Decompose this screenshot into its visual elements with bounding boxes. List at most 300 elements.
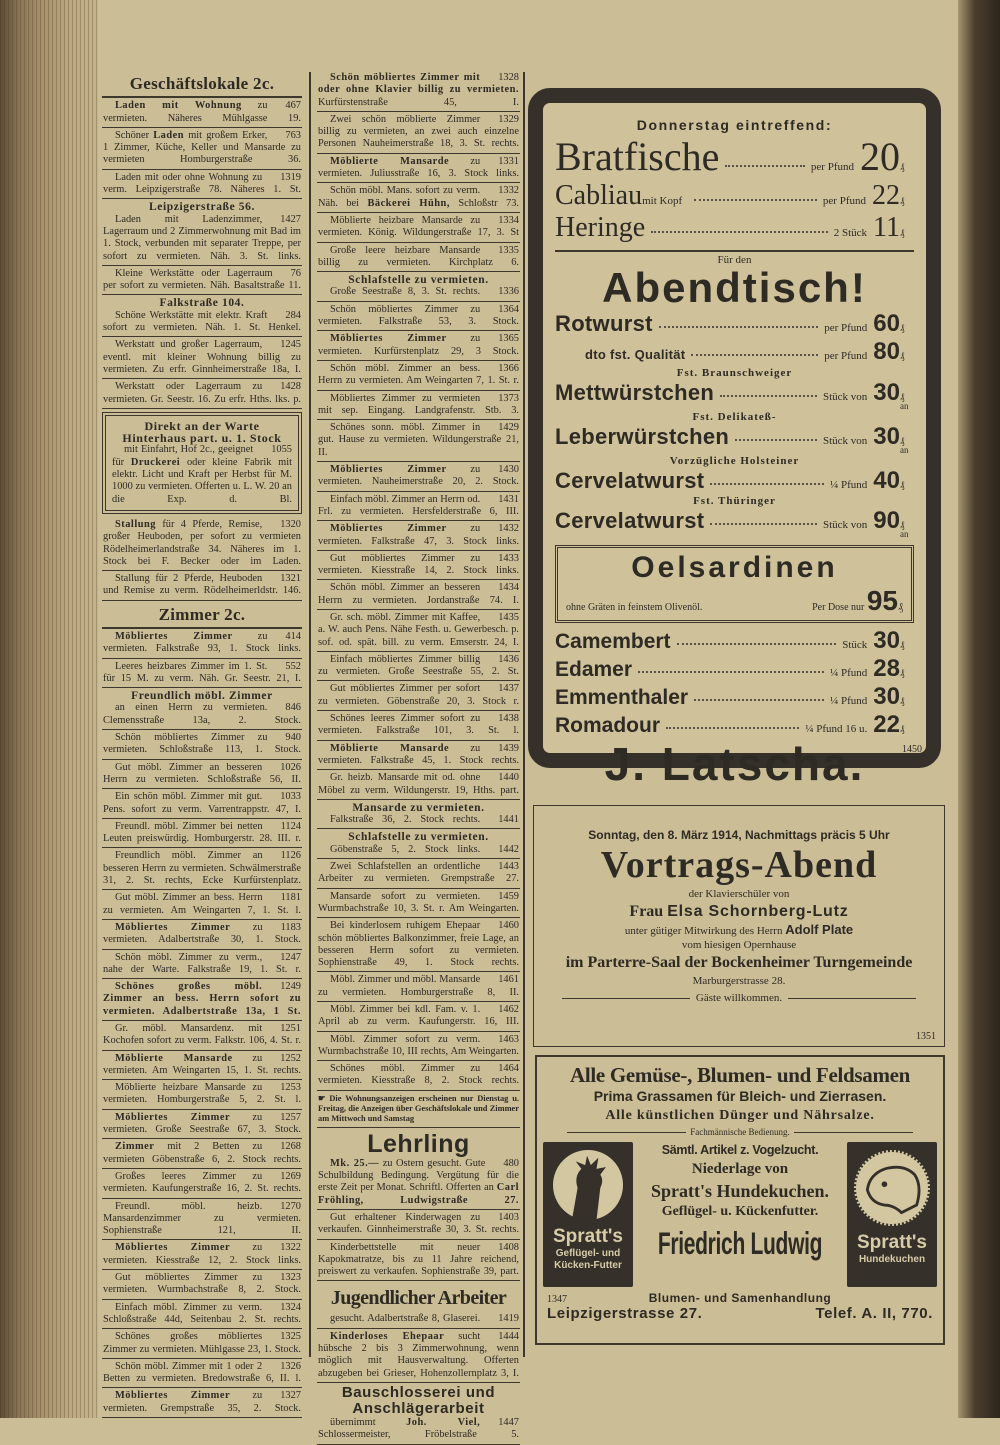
ad-text [318,743,519,768]
ad-body-text: zu vermieten. Grempstraße 35, 2. Stock. [103,1390,301,1414]
ad-body-text: Freundl. möbl. heizb. Mansardenzimmer zu vermieten. Sophienstraße 121, II. [103,1200,301,1237]
classified-ad [102,659,302,689]
ad-bold-text: Kinderloses Ehepaar [330,1330,445,1342]
classified-ad [102,1359,302,1389]
sardines-price: 95 [866,585,898,616]
ad-text [318,654,519,679]
product-price: 30 [873,683,900,710]
ad-text [318,1212,519,1237]
product-price: 60 [873,310,900,337]
ad-bold-text: Möbliertes Zimmer [330,333,447,345]
ad-body-text: Große leere heizbare Mansarde billig zu vermieten. Kirchplatz 6. [318,244,519,268]
ad-text [103,892,301,917]
ad-number: 1442 [498,843,519,855]
dot-leader [666,727,799,729]
ad-text [318,1034,519,1059]
classified-ad [102,517,302,571]
ad-body-text: zu vermieten. Kiesstraße 12, 2. Stock links. [103,1242,301,1266]
ad-text [318,772,519,797]
ad-text [103,573,301,598]
ad-number: 1328 [498,72,519,83]
product-unit: per Pfund [824,350,868,362]
ad-heading: Mansarde zu vermieten. [352,801,485,814]
ad-number: 1334 [498,214,519,226]
product-unit: per Pfund [810,161,854,173]
ad-body-text: zu vermieten. Falkstraße 93, 1. Stock links. [103,630,301,655]
ad-number: 1181 [280,892,301,904]
ad-number: 76 [290,267,301,279]
ad-text [318,1158,519,1207]
ad-text [103,981,301,1018]
event-address: Marburgerstrasse 28. [692,975,786,987]
classified-ad [317,521,520,551]
classified-ad [317,361,520,391]
product-unit: ¼ Pfund [830,695,868,707]
product-name: Mettwürstchen [555,380,715,405]
ad-body-text: mit großem Erker, 1 Zimmer, Küche, Keller und Mansarde zu vermieten Homburgerstraße 36. [103,129,301,166]
ad-body-text: zu vermieten. Näheres Mühlgasse 19. [103,100,301,124]
ad-body-text: Schön möbl. Zimmer zu verm., nahe der Warte. Falkstraße 19, 1. St. r. [103,951,301,975]
ad-text [103,310,301,335]
ad-body-text: Möbliertes Zimmer zu vermieten mit sep. Eingang. Landgrafenstr. Stb. 3. [318,392,519,416]
ad-body-text: Gut möbl. Zimmer an bess. Herrn zu vermieten. Am Weingarten 7, 1. St. l. [103,892,301,916]
ad-text [318,920,519,969]
ad-body-text: Möbl. Zimmer sofort zu verm. Wurmbachstraße 10, III rechts, Am Weingarten. [318,1033,519,1057]
dog-head-icon [854,1150,930,1226]
ad-number: 1253 [280,1082,301,1094]
dot-leader [694,199,817,201]
ad-body-text: zu vermieten. Juliusstraße 16, 3. Stock links. [318,155,519,180]
ad-headline: Abendtisch! [602,264,867,311]
ad-text [318,861,519,886]
guest-affiliation: vom hiesigen Opernhause [681,939,797,951]
product-name: Leberwürstchen [555,424,730,449]
ad-body-text: Großes leeres Zimmer zu vermieten. Kaufungerstraße 16, 2. St. rechts. [103,1170,301,1195]
ad-body-text: Schön möbl. Zimmer an besseren Herrn zu vermieten. Jordanstraße 74. I. [318,582,519,606]
ad-text [103,850,301,887]
currency-sign: ₰ [900,228,905,238]
ad-number: 1320 [280,518,301,530]
ad-text [318,114,519,151]
ad-code: 1450 [902,744,922,755]
product-unit: Stück [842,639,868,651]
classified-ad [317,1240,520,1282]
product-name: Camembert [555,630,671,653]
ad-body-text: Einfach möbliertes Zimmer billig zu vermieten. Große Seestraße 55, 2. St. [318,653,519,678]
ad-body-text: zu vermieten. Adalbertstraße 30, 1. Stock. [103,921,301,946]
classified-ad [317,580,520,610]
price-row [555,379,914,411]
product-qualifier: Fst. Thüringer [693,495,776,507]
ad-body-text: Kurfürstenstraße 45, I. [318,96,519,108]
classified-ad [102,1300,302,1330]
ad-body-text: an einen Herrn zu vermieten. Clemensstraße 13a, 2. Stock. [103,702,301,726]
classified-ad [102,1110,302,1140]
ad-text [318,1242,519,1279]
ad-number: 763 [285,129,301,141]
shop-type: Blumen- und Samenhandlung [648,1291,832,1305]
classified-ad [102,266,302,296]
ad-body-text: sucht hübsche 2 bis 3 Zimmerwohnung, wenn möglich mit Hausverwaltung. Offerten abzugeben bei Grieser, Hohenzollernplatz 3, I. [318,1330,519,1379]
ad-number: 1322 [280,1242,301,1254]
ad-body-text: Gut möbliertes Zimmer zu vermieten. Kiesstraße 14, 2. Stock links. [318,552,519,577]
ad-number: 1432 [498,523,519,535]
ad-text [103,339,301,376]
ad-number: 1437 [498,683,519,695]
product-name: Cervelatwurst [555,468,705,493]
cooperation-text: unter gütiger Mitwirkung des Herrn [624,925,783,937]
classified-ad [317,183,520,213]
classified-ad [102,950,302,980]
classified-ad [317,1281,520,1328]
ad-number: 1324 [280,1301,301,1313]
classified-ad [102,1021,302,1051]
product-price: 80 [873,338,900,365]
classified-ad [102,920,302,950]
classified-ad [102,1329,302,1359]
classified-ad [102,979,302,1021]
ad-body-text: Göbenstraße 5, 2. Stock links. [330,843,481,855]
classified-ad [102,1080,302,1110]
depot-line: Niederlage von [691,1161,789,1177]
ad-bold-text: Schönes großes möbl. Zimmer an bess. Herrn sofort zu vermieten. Adalbertstraße 13a, 1 St. [103,981,301,1017]
ad-number: 1439 [498,742,519,754]
ad-bold-text: Möbliertes Zimmer [330,464,447,476]
dot-leader [651,231,828,233]
price-row [555,627,914,655]
ad-body-text: gesucht. Adalbertstraße 8, Glaserei. [330,1313,481,1325]
ad-bold-text: Möbliertes Zimmer [115,630,233,642]
event-sub: der Klavierschüler von [688,888,790,900]
shop-address: Leipzigerstrasse 27. [547,1305,703,1322]
ad-bold-text: Möbliertes Zimmer [330,523,447,535]
ad-code: 1347 [547,1294,567,1305]
ad-text [103,1201,301,1238]
product-name: Heringe [555,212,646,243]
ad-text [103,519,301,568]
classified-ad [102,295,302,337]
ad-body-text: Gut erhaltener Kinderwagen zu verkaufen. Ginnheimerstraße 30, 3. St. rechts. [318,1211,519,1236]
product-note: mit Kopf [642,195,683,207]
event-title: Vortrags-Abend [600,844,878,886]
product-qualifier: Fst. Braunschweiger [676,367,793,379]
ad-body-text: Schloßstr 73. [458,197,519,209]
ad-bold-text: Carl Fröhling, Ludwigstraße 27. [318,1182,519,1206]
ad-number: 1434 [498,582,519,594]
product-name: Bratfische [555,134,720,179]
ad-text [103,821,301,846]
ad-body-text: Schön möbliertes Zimmer zu vermieten. Falkstraße 53, 3. Stock. [318,303,519,328]
ad-bold-text: Schön möbliertes Zimmer mit oder ohne Klavier billig zu vermieten. [318,72,519,96]
ad-text [103,1272,301,1297]
classified-ad [102,730,302,760]
product-price: 30 [873,423,900,450]
ad-number: 1443 [498,861,519,873]
ad-number: 414 [285,630,301,642]
price-row [555,711,914,739]
dot-leader [710,483,824,485]
ad-number: 1364 [498,303,519,315]
ad-number: 1419 [498,1313,519,1325]
ad-number: 1126 [280,850,301,862]
product-unit: Stück von [822,391,868,403]
product-name: Cabliau [555,180,643,211]
ad-body-text: Schönes leeres Zimmer sofort zu vermieten. Falkstraße 101, 3. St. l. [318,713,519,737]
ad-text [103,1302,301,1327]
ad-subheading: Hinterhaus part. u. 1. Stock [122,431,282,446]
ad-body-text: mit 2 Betten zu vermieten Göbenstraße 6, 2. Stock rechts. [103,1141,301,1165]
ad-heading: Leipzigerstraße 56. [149,201,255,214]
classified-ad [102,1240,302,1270]
ad-number: 1431 [498,493,519,505]
ad-number: 1438 [498,713,519,725]
ad-number: 1325 [280,1331,301,1343]
ad-heading: Schlafstelle zu vermieten. [348,274,489,287]
classified-ad [102,789,302,819]
classified-ad [317,272,520,302]
ad-text [103,762,301,787]
ad-body-text: Möbl. Zimmer bei kdl. Fam. v. 1. April ab zu verm. Kaufungerstr. 16, III. [318,1004,519,1028]
currency-sign: ₰ an [900,520,909,539]
ad-bold-text: Mk. 25.— [330,1157,380,1169]
classified-ad [102,1139,302,1169]
ad-number: 1323 [280,1272,301,1284]
dot-leader [725,165,805,167]
ad-number: 1336 [498,286,519,298]
classified-ad [317,681,520,711]
ad-number: 1245 [280,339,301,351]
currency-sign: ₰ an [900,436,909,455]
classified-ad [317,154,520,184]
shop-owner: Friedrich Ludwig [657,1227,823,1262]
ad-body-text: Werkstatt oder Lagerraum zu vermieten. Gr. Seestr. 16. Zu erfr. Hths. lks. p. [103,381,301,405]
ad-body-text: Schönes möbl. Zimmer zu vermieten. Kiesstraße 8, 2. Stock rechts. [318,1063,519,1087]
ad-body-text: Freundlich möbl. Zimmer an besseren Herrn zu vermieten. Schwälmerstraße 31, 2. St. rechts, Ecke Kurfürstenplatz. [103,850,301,887]
ad-body-text: Ein schön möbl. Zimmer mit gut. Pens. sofort zu verm. Varrentrappstr. 47, I. [103,791,301,815]
ad-number: 284 [285,309,301,321]
classified-ad [317,331,520,361]
ad-number: 1436 [498,653,519,665]
classified-ad [317,391,520,421]
ad-body-text: übernimmt [330,1416,376,1428]
currency-sign: ₰ [900,696,905,706]
ad-text [103,702,301,727]
ad-body-text: per Monat. Schriftl. Offerten an [360,1182,494,1194]
ad-number: 1429 [498,422,519,434]
ad-text [103,732,301,757]
shop-phone: Telef. A. II, 770. [815,1305,933,1322]
ad-body-text: Gut möbliertes Zimmer zu vermieten. Wurmbachstraße 8, 2. Stock. [103,1272,301,1296]
ad-body-text: zu vermieten. Falkstraße 47, 3. Stock links. [318,523,519,547]
poultry-feed-line: Geflügel- u. Kückenfutter. [661,1204,819,1219]
ad-code: 1351 [916,1031,936,1042]
ad-bold-text: Möbliertes Zimmer [115,1242,231,1254]
ad-bold-text: Möblierte Mansarde [330,742,450,754]
ad-text [318,422,519,459]
ad-number: 552 [285,660,301,672]
ad-text [103,1053,301,1078]
ad-text [112,444,292,505]
ad-body-text: zu vermieten. Nauheimerstraße 20, 2. Stock. [318,464,519,488]
ad-body-text: zu vermieten. Große Seestraße 67, 3. Stock. [103,1111,301,1136]
ad-number: 480 [503,1157,519,1169]
price-row [555,310,914,338]
ad-text [318,1417,519,1442]
currency-sign: ₰ [900,196,905,206]
ad-bold-text: Möbliertes Zimmer [115,1390,231,1402]
product-price: 11 [873,212,900,243]
ad-number: 1428 [280,381,301,393]
sardines-title: Oelsardinen [631,551,838,584]
classified-ad [102,1199,302,1241]
sardines-box [555,545,914,623]
ad-number: 940 [285,732,301,744]
classified-ad [102,848,302,890]
ad-bold-text: Joh. Viel, [406,1416,481,1428]
classified-ad [317,462,520,492]
ad-text [318,713,519,738]
ad-text [103,1023,301,1048]
ad-text [103,172,301,197]
ad-number: 1124 [280,820,301,832]
classified-ad [317,770,520,800]
ad-number: 1321 [280,573,301,585]
classified-ad [102,819,302,849]
currency-sign: ₰ [900,724,905,734]
price-row [555,180,914,212]
product-price: 22 [873,711,900,738]
currency-sign: ₰ [900,640,905,650]
dot-leader [638,671,824,673]
ad-text [318,72,519,109]
ad-text [318,185,519,210]
ad-bold-text: Stallung [115,518,156,530]
ad-number: 1270 [280,1200,301,1212]
ad-number: 1257 [280,1111,301,1123]
ad-number: 1460 [498,920,519,932]
ad-number: 1408 [498,1241,519,1253]
ad-bold-text: Möbliertes Zimmer [115,921,231,933]
firm-name: J. Latscha. [604,738,865,790]
ad-number: 1435 [498,611,519,623]
ad-body-text: Leeres heizbares Zimmer im 1. St. für 15 M. zu verm. Näh. Gr. Seestr. 21, I. [103,660,301,684]
classified-ad [317,70,520,112]
product-unit: 2 Stück [833,227,868,239]
ad-text [103,1242,301,1267]
ad-body-text: Bei kinderlosem ruhigem Ehepaar schön möbliertes Balkonzimmer, freie Lage, an besseren Herrn sofort zu vermieten. Sophienstraße 49, 1. Stock rechts. [318,920,519,969]
ad-body-text: Gr. möbl. Mansardenz. mit Kochofen sofort zu verm. Falkstr. 106, 4. St. r. [103,1023,301,1047]
ad-body-text: mit Einfahrt, Hof 2c., geeignet für [112,444,254,468]
classified-ad [317,1210,520,1240]
ad-text [103,268,301,293]
price-row [555,655,914,683]
product-unit: Stück von [822,519,868,531]
column-divider [309,72,311,1357]
classified-ad [102,1169,302,1199]
classified-ad [102,760,302,790]
dot-leader [691,354,818,356]
sardines-desc: ohne Gräten in feinstem Olivenöl. [566,602,703,613]
product-price: 20 [860,134,900,179]
ad-body-text: Möblierte heizbare Mansarde zu vermieten. Homburgerstraße 5, 2. St. l. [103,1082,301,1106]
ad-body-text: zu vermieten. Am Weingarten 15, 1. St. rechts. [103,1052,301,1076]
currency-sign: ₰ an [900,392,909,411]
product-name: Rotwurst [555,311,653,336]
classified-ad [102,890,302,920]
publication-notice: ☛ Die Wohnungsanzeigen erscheinen nur Dienstag u. Freitag, die Anzeigen über Geschäftslokale und Zimmer am Mittwoch und Samstag [317,1091,520,1128]
classified-ad [317,1128,520,1210]
teacher-name: Elsa Schornberg-Lutz [667,903,849,920]
concert-ad [533,805,945,1047]
ad-text [103,1331,301,1356]
event-venue: im Parterre-Saal der Bockenheimer Turngemeinde [565,954,913,971]
ad-subline: Für den [717,254,752,266]
classified-ad [317,918,520,972]
ad-text [318,974,519,999]
ad-text [318,844,519,856]
classified-ad [317,829,520,859]
ad-text [318,245,519,270]
price-row [555,507,914,539]
ad-number: 1441 [498,814,519,826]
rooster-icon [553,1150,623,1220]
product-name: Edamer [555,658,633,681]
currency-sign: ₰ [900,668,905,678]
classified-ad [317,1383,520,1445]
price-row [555,338,914,367]
classified-ad [102,199,302,265]
ad-text [318,523,519,548]
ad-number: 1249 [280,981,301,993]
ad-text [318,553,519,578]
ad-number: 1335 [498,244,519,256]
ad-number: 1373 [498,392,519,404]
guest-name: Adolf Plate [785,922,854,937]
dot-leader [677,643,837,645]
ad-text [103,922,301,947]
ad-number: 1440 [498,772,519,784]
ad-body-text: zu vermieten. Falkstraße 45, 1. Stock rechts. [318,742,519,766]
classifieds-column-1 [102,70,302,1414]
ad-body-text: Schöne Werkstätte mit elektr. Kraft sofort zu vermieten. Näh. 1. St. Henkel. [103,309,301,334]
ad-text [318,464,519,489]
product-qualifier: Vorzügliche Holsteiner [669,455,800,467]
ad-number: 1433 [498,552,519,564]
classified-ad [102,379,302,409]
event-date: Sonntag, den 8. März 1914, Nachmittags präcis 5 Uhr [588,828,890,842]
classified-ad [317,112,520,154]
ad-text [318,1063,519,1088]
currency-sign: ₰ [900,162,905,172]
product-price: 30 [873,627,900,654]
ad-text [318,393,519,418]
ad-text [103,1390,301,1415]
product-unit: ¼ Pfund 16 u. [805,723,868,735]
service-line: Fachmännische Bedienung. [690,1127,790,1137]
seeds-headline: Alle Gemüse-, Blumen- und Feldsamen [569,1063,911,1087]
product-price: 40 [873,467,900,494]
ad-text [103,631,301,656]
ad-number: 1055 [271,444,292,456]
section-heading-rooms: Zimmer 2c. [102,601,302,629]
ad-body-text: Schlossermeister, Fröbelstraße 5. [318,1429,519,1441]
ad-text [103,1171,301,1196]
ad-text [318,286,519,298]
classified-ad [102,1051,302,1081]
product-name: Romadour [555,714,660,737]
ad-text [318,363,519,388]
book-binding-edge [0,0,98,1418]
